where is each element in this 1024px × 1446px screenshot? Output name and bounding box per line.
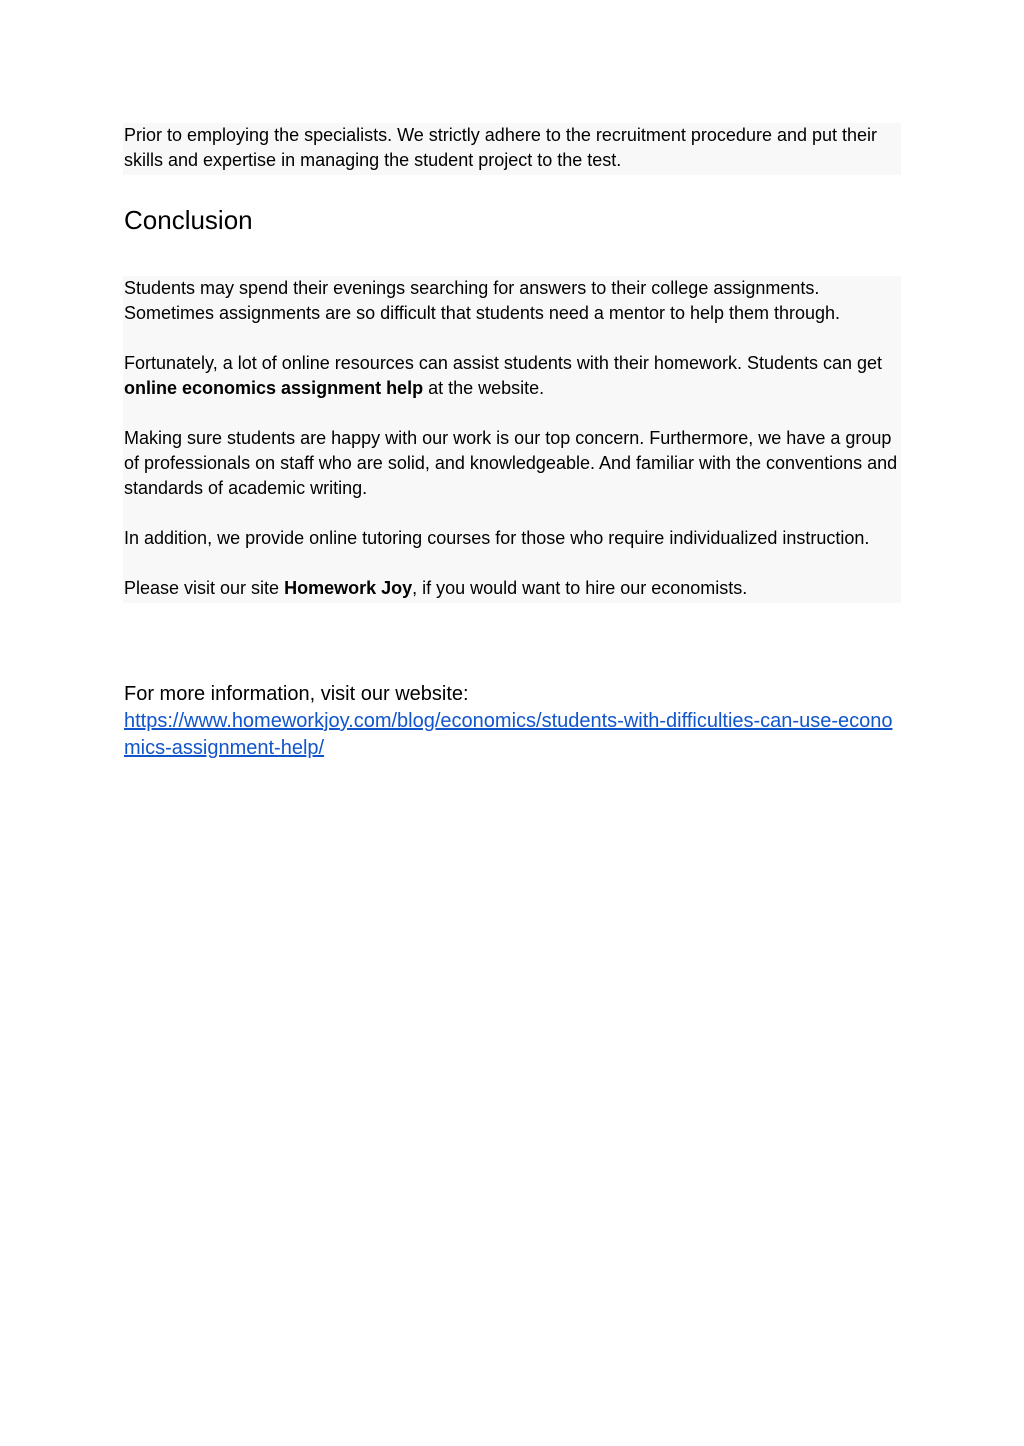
conclusion-paragraph-2 <box>124 351 901 401</box>
more-info-label: For more information, visit our website: <box>124 683 469 705</box>
intro-paragraph: Prior to employing the specialists. We strictly adhere to the recruitment procedure and put their skills and expertise in managing the student project to the test. <box>124 125 878 170</box>
p2-text-before: Fortunately, a lot of online resources can assist students with their homework. Students can get <box>124 353 883 373</box>
p5-text-after: , if you would want to hire our economists. <box>412 578 748 598</box>
conclusion-paragraph-3: Making sure students are happy with our work is our top concern. Furthermore, we have a group of professionals on staff who are solid, and knowledgeable. And familiar with the conventions and standards of academic writing. <box>124 428 898 498</box>
conclusion-paragraph-1: Students may spend their evenings searching for answers to their college assignments. Sometimes assignments are so difficult that students need a mentor to help them through. <box>124 278 841 323</box>
conclusion-paragraph-4: In addition, we provide online tutoring courses for those who require individualized instruction. <box>124 528 870 548</box>
conclusion-heading: Conclusion <box>124 205 253 235</box>
p2-text-after: at the website. <box>423 378 545 398</box>
intro-block <box>123 123 901 175</box>
conclusion-block <box>123 276 901 603</box>
p5-bold-site-name: Homework Joy <box>284 578 413 598</box>
p5-text-before: Please visit our site <box>124 578 285 598</box>
p2-bold-phrase: online economics assignment help <box>124 378 424 398</box>
conclusion-paragraph-5 <box>124 576 901 601</box>
footer-info <box>124 681 900 762</box>
website-link[interactable]: https://www.homeworkjoy.com/blog/economics/students-with-difficulties-can-use-economics-assignment-help/ <box>124 710 893 759</box>
